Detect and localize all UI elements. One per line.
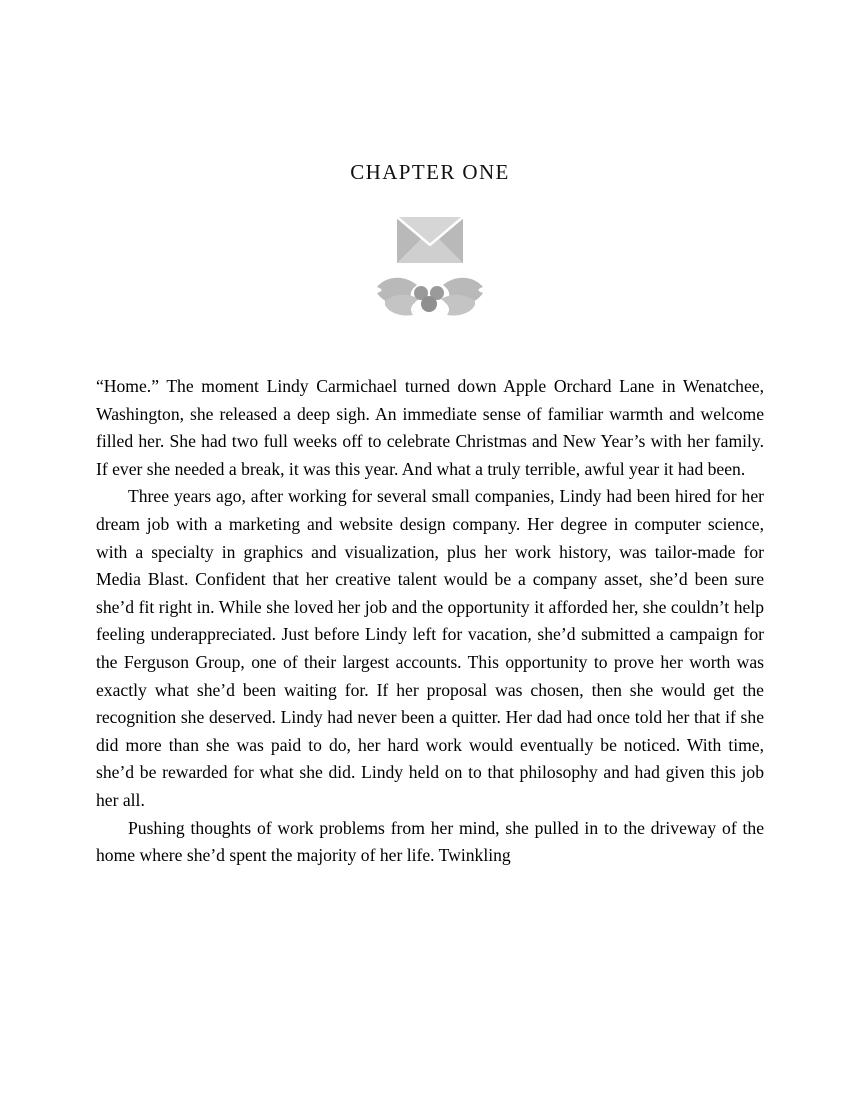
page-title: CHAPTER ONE bbox=[350, 160, 510, 184]
paragraph: Pushing thoughts of work problems from her mind, she pulled in to the driveway of the home where she’d spent the majority of her life. Twinkling bbox=[96, 817, 764, 866]
envelope-with-holly-ornament bbox=[96, 205, 764, 325]
paragraph: Three years ago, after working for several small companies, Lindy had been hired for her dream job with a marketing and website design company. Her degree in computer science, with a specialty in graphics and visualization, plus her work history, was tailor-made for Media Blast. Confident that her creative talent would be a company asset, she’d been sure she’d fit right in. While she loved her job and the opportunity it afforded her, she couldn’t help feeling underappreciated. Just before Lindy left for vacation, she’d submitted a campaign for the Ferguson Group, one of their largest accounts. This opportunity to prove her worth was exactly what she’d been waiting for. If her proposal was chosen, then she would get the recognition she deserved. Lindy had never been a quitter. Her dad had once told her that if she did more than she was paid to do, her hard work would eventually be noticed. With time, she’d be rewarded for what she did. Lindy held on to that philosophy and had given this job her all. bbox=[96, 486, 764, 810]
page-content bbox=[96, 0, 764, 870]
chapter-body bbox=[96, 373, 764, 870]
paragraph: “Home.” The moment Lindy Carmichael turned down Apple Orchard Lane in Wenatchee, Washington, she released a deep sigh. An immediate sense of familiar warmth and welcome filled her. She had two full weeks off to celebrate Christmas and New Year’s with her family. If ever she needed a break, it was this year. And what a truly terrible, awful year it had been. bbox=[96, 376, 764, 479]
